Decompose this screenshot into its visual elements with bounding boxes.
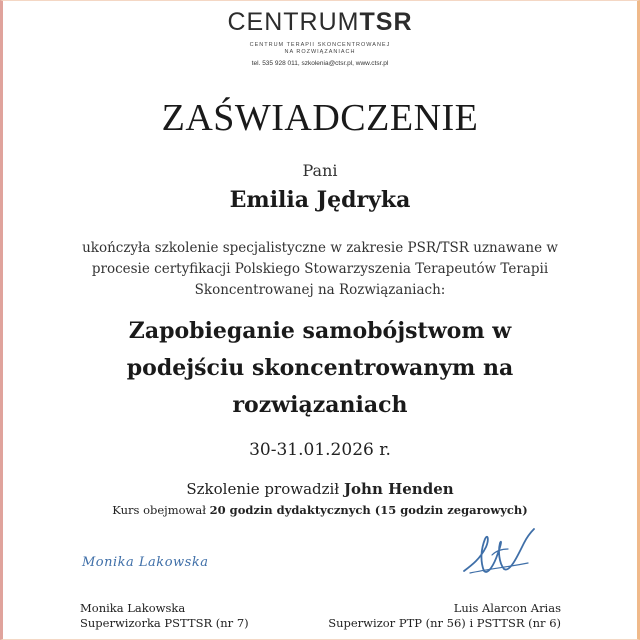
- signature-right-icon: [458, 525, 538, 587]
- course-title: [60, 313, 580, 424]
- course-date: 30-31.01.2026 r.: [249, 440, 391, 460]
- signature-left: Monika Lakowska: [82, 555, 209, 570]
- hours-value: 20 godzin dydaktycznych (15 godzin zegarowych): [209, 503, 528, 517]
- brand-logo-bold: TSR: [359, 8, 413, 36]
- certificate-heading: ZAŚWIADCZENIE: [161, 97, 479, 139]
- signer-left: [80, 601, 249, 631]
- body-line: procesie certyfikacji Polskiego Stowarzyszenia Terapeutów Terapii: [91, 261, 549, 277]
- brand-subtitle-line2: NA ROZWIĄZANIACH: [284, 49, 356, 55]
- course-title-line: rozwiązaniach: [232, 392, 408, 418]
- signer-right-name: Luis Alarcon Arias: [453, 601, 561, 615]
- brand-logo: [0, 8, 640, 37]
- instructor-name: John Henden: [343, 480, 454, 498]
- certificate-body: [60, 238, 580, 301]
- signer-right: [328, 601, 561, 631]
- signer-left-name: Monika Lakowska: [80, 601, 186, 615]
- signer-right-title: Superwizor PTP (nr 56) i PSTTSR (nr 6): [328, 616, 561, 630]
- signer-left-title: Superwizorka PSTTSR (nr 7): [80, 616, 249, 630]
- brand-logo-light: CENTRUM: [227, 8, 360, 36]
- recipient-name: Emilia Jędryka: [229, 187, 411, 213]
- course-title-line: Zapobieganie samobójstwom w: [128, 318, 512, 344]
- brand-subtitle-line1: CENTRUM TERAPII SKONCENTROWANEJ: [249, 42, 391, 48]
- instructor-line: [0, 480, 640, 498]
- course-title-line: podejściu skoncentrowanym na: [126, 355, 514, 381]
- body-line: ukończyła szkolenie specjalistyczne w zakresie PSR/TSR uznawane w: [82, 240, 558, 256]
- contact-info: tel. 535 928 011, szkolenia@ctsr.pl, www.ctsr.pl: [251, 60, 389, 67]
- body-line: Skoncentrowanej na Rozwiązaniach:: [194, 282, 446, 298]
- hours-prefix: Kurs obejmował: [112, 503, 206, 517]
- salutation: Pani: [302, 161, 338, 180]
- instructor-prefix: Szkolenie prowadził: [186, 480, 340, 498]
- course-hours: [0, 503, 640, 517]
